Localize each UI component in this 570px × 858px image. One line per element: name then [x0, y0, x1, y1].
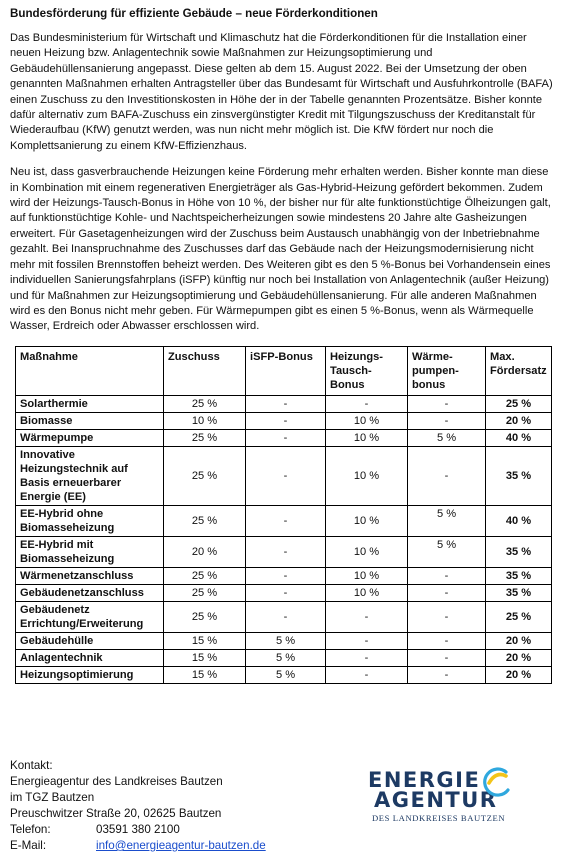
email-label: E-Mail:	[10, 839, 47, 852]
table-row	[16, 584, 552, 601]
cell-max: 25 %	[486, 601, 552, 632]
table-row	[16, 567, 552, 584]
cell-max: 35 %	[486, 567, 552, 584]
table-row	[16, 505, 552, 536]
row-name: Wärmepumpe	[16, 429, 164, 446]
cell-zuschuss: 25 %	[164, 395, 246, 412]
table-row	[16, 666, 552, 683]
col-header-isfp: iSFP-Bonus	[246, 346, 326, 395]
cell-max: 35 %	[486, 446, 552, 505]
cell-wp: 5 %	[408, 505, 486, 536]
cell-zuschuss: 25 %	[164, 505, 246, 536]
row-name: EE-Hybrid mit Biomasseheizung	[16, 536, 164, 567]
table-row	[16, 601, 552, 632]
logo-line-energie: ENERGIE	[368, 768, 481, 792]
cell-wp: -	[408, 395, 486, 412]
foerder-table	[15, 346, 552, 684]
cell-isfp: -	[246, 536, 326, 567]
logo-line-agentur: AGENTUR	[374, 788, 498, 812]
row-name: Heizungsoptimierung	[16, 666, 164, 683]
cell-max: 25 %	[486, 395, 552, 412]
contact-place: im TGZ Bautzen	[10, 791, 95, 804]
cell-wp: -	[408, 632, 486, 649]
cell-zuschuss: 20 %	[164, 536, 246, 567]
cell-tausch: 10 %	[326, 429, 408, 446]
table-row	[16, 632, 552, 649]
table-row	[16, 429, 552, 446]
col-header-massnahme: Maßnahme	[16, 346, 164, 395]
phone-number: 03591 380 2100	[96, 823, 180, 836]
cell-zuschuss: 15 %	[164, 632, 246, 649]
cell-wp: -	[408, 584, 486, 601]
col-header-max: Max. Fördersatz	[486, 346, 552, 395]
cell-wp: -	[408, 601, 486, 632]
cell-wp: 5 %	[408, 429, 486, 446]
cell-tausch: -	[326, 395, 408, 412]
cell-tausch: -	[326, 632, 408, 649]
row-name: Gebäudenetz Errichtung/Erweiterung	[16, 601, 164, 632]
contact-org: Energieagentur des Landkreises Bautzen	[10, 775, 223, 788]
cell-wp: -	[408, 666, 486, 683]
cell-isfp: -	[246, 601, 326, 632]
table-row	[16, 446, 552, 505]
row-name: Gebäudehülle	[16, 632, 164, 649]
logo-swoosh-icon	[480, 766, 512, 800]
logo-line-landkreis: DES LANDKREISES BAUTZEN	[372, 813, 506, 823]
phone-label: Telefon:	[10, 823, 51, 836]
cell-max: 35 %	[486, 584, 552, 601]
cell-zuschuss: 25 %	[164, 567, 246, 584]
cell-isfp: 5 %	[246, 632, 326, 649]
row-name: Innovative Heizungstechnik auf Basis erneuerbarer Energie (EE)	[16, 446, 164, 505]
cell-wp: -	[408, 446, 486, 505]
cell-zuschuss: 25 %	[164, 584, 246, 601]
document-page	[10, 6, 558, 684]
cell-max: 35 %	[486, 536, 552, 567]
cell-wp: -	[408, 412, 486, 429]
cell-isfp: -	[246, 505, 326, 536]
cell-isfp: 5 %	[246, 666, 326, 683]
cell-zuschuss: 25 %	[164, 601, 246, 632]
cell-zuschuss: 15 %	[164, 666, 246, 683]
row-name: Gebäudenetzanschluss	[16, 584, 164, 601]
cell-wp: -	[408, 567, 486, 584]
row-name: Anlagentechnik	[16, 649, 164, 666]
paragraph-2: Neu ist, dass gasverbrauchende Heizungen keine Förderung mehr erhalten werden. Bisher konnte man diese in Kombination mit einem regenerativen Energieträger als Gas-Hybrid-Heizung gefördert bekommen. Zudem wird der Heizungs-Tausch-Bonus in Höhe von 10 %, der bisher nur für alte funktionstüchtige Ölheizungen galt, auf funktionstüchtige Kohle- und Nachtspeicherheizungen sowie mindestens 20 Jahre alte Gasheizungen erweitert. Für Gasetagenheizungen wird der Zuschuss beim Austausch unabhängig von der Inbetriebnahme gezahlt. Bei Inanspruchnahme des Zuschusses darf das Gebäude nach der Heizungsmodernisierung nicht mehr mit fossilen Brennstoffen beheizt werden. Des Weiteren gibt es den 5 %-Bonus bei Vorhandensein eines individuellen Sanierungsfahrplans (iSFP) künftig nur noch bei Installation von Anlagentechnik (außer Heizung) und für Maßnahmen zur Heizungsoptimierung und Gebäudehüllensanierung. Für alle anderen Maßnahmen wird es den Bonus nicht mehr geben. Für Wärmepumpen gibt es einen 5 %-Bonus, wenn als Wärmequelle Wasser, Erdreich oder Abwasser erschlossen wird.	[10, 166, 551, 333]
table-row	[16, 536, 552, 567]
cell-isfp: -	[246, 584, 326, 601]
table-row	[16, 649, 552, 666]
cell-zuschuss: 25 %	[164, 446, 246, 505]
col-header-zuschuss: Zuschuss	[164, 346, 246, 395]
col-header-tausch: Heizungs-Tausch-Bonus	[326, 346, 408, 395]
cell-tausch: 10 %	[326, 412, 408, 429]
cell-max: 40 %	[486, 505, 552, 536]
cell-zuschuss: 15 %	[164, 649, 246, 666]
cell-tausch: 10 %	[326, 584, 408, 601]
cell-wp: 5 %	[408, 536, 486, 567]
cell-max: 20 %	[486, 649, 552, 666]
document-title: Bundesförderung für effiziente Gebäude – neue Förderkonditionen	[10, 7, 378, 20]
row-name: Solarthermie	[16, 395, 164, 412]
cell-isfp: -	[246, 395, 326, 412]
cell-tausch: 10 %	[326, 536, 408, 567]
cell-tausch: 10 %	[326, 567, 408, 584]
contact-phone-row	[10, 822, 266, 838]
cell-zuschuss: 10 %	[164, 412, 246, 429]
cell-tausch: -	[326, 649, 408, 666]
contact-heading: Kontakt:	[10, 759, 53, 772]
table-row	[16, 412, 552, 429]
cell-max: 20 %	[486, 666, 552, 683]
paragraph-1: Das Bundesministerium für Wirtschaft und Klimaschutz hat die Förderkonditionen für die Installation einer neuen Heizung bzw. Anlagentechnik sowie Maßnahmen zur Heizungsoptimierung und Gebäudehüllensanierung angepasst. Diese gelten ab dem 15. August 2022. Bei der Umsetzung der oben genannten Maßnahmen erhalten Antragsteller über das Bundesamt für Wirtschaft und Ausfuhrkontrolle (BAFA) einen Zuschuss zu den Investitionskosten in Höhe der in der Tabelle genannten Prozentsätze. Bisher konnte dafür alternativ zum BAFA-Zuschuss ein zinsvergünstigter Kredit mit Tilgungszuschuss der Kreditanstalt für Wiederaufbau (KfW) genutzt werden, was nun nicht mehr möglich ist. Die KfW fördert nur noch die Komplettsanierung zu einem KfW-Effizienzhaus.	[10, 32, 553, 152]
cell-max: 20 %	[486, 412, 552, 429]
cell-wp: -	[408, 649, 486, 666]
cell-isfp: -	[246, 412, 326, 429]
contact-block	[10, 758, 266, 854]
table-header-row	[16, 346, 552, 395]
email-link[interactable]: info@energieagentur-bautzen.de	[96, 839, 266, 852]
cell-isfp: -	[246, 446, 326, 505]
contact-email-row	[10, 838, 266, 854]
cell-tausch: -	[326, 601, 408, 632]
row-name: EE-Hybrid ohne Biomasseheizung	[16, 505, 164, 536]
contact-address: Preuschwitzer Straße 20, 02625 Bautzen	[10, 807, 222, 820]
row-name: Wärmenetzanschluss	[16, 567, 164, 584]
cell-isfp: 5 %	[246, 649, 326, 666]
cell-isfp: -	[246, 567, 326, 584]
cell-tausch: -	[326, 666, 408, 683]
row-name: Biomasse	[16, 412, 164, 429]
table-row	[16, 395, 552, 412]
cell-max: 40 %	[486, 429, 552, 446]
col-header-waermepumpe: Wärme-pumpen-bonus	[408, 346, 486, 395]
cell-zuschuss: 25 %	[164, 429, 246, 446]
cell-tausch: 10 %	[326, 446, 408, 505]
energieagentur-logo	[368, 768, 538, 828]
cell-tausch: 10 %	[326, 505, 408, 536]
cell-isfp: -	[246, 429, 326, 446]
cell-max: 20 %	[486, 632, 552, 649]
